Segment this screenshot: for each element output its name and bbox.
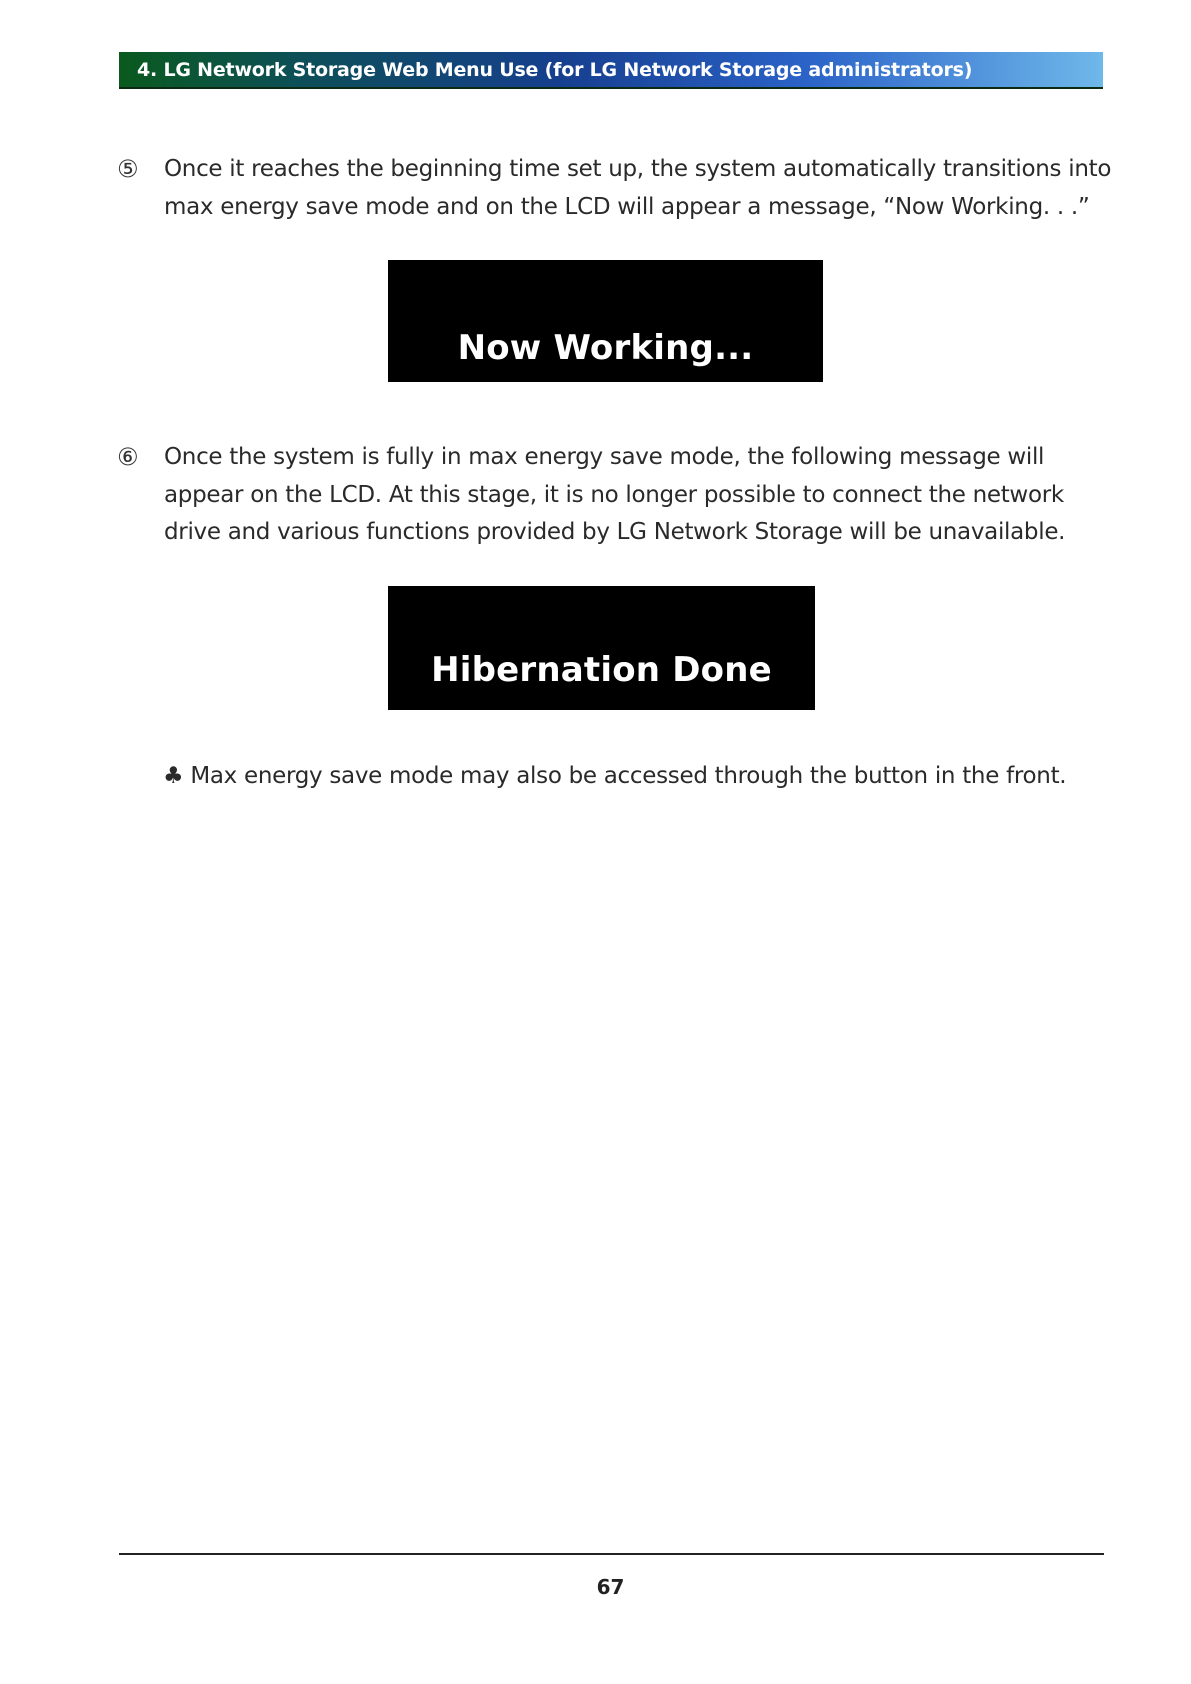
page-number: 67 <box>596 1575 625 1599</box>
note-text: ♣ Max energy save mode may also be accessed through the button in the front. <box>163 763 1067 789</box>
lcd-message: Now Working... <box>457 328 754 368</box>
lcd-message: Hibernation Done <box>431 650 772 690</box>
step-number: ⑤ <box>117 155 139 183</box>
step-text: Once the system is fully in max energy save mode, the following message will appear on the LCD. At this stage, it is no longer possible to connect the network drive and various functions provided by LG Network Storage will be unavailable. <box>164 444 1066 545</box>
footer-divider <box>119 1553 1104 1555</box>
step-text: Once it reaches the beginning time set up, the system automatically transitions into max energy save mode and on the LCD will appear a message, “Now Working. . .” <box>164 156 1112 220</box>
section-title: 4. LG Network Storage Web Menu Use (for LG Network Storage administrators) <box>137 59 973 81</box>
lcd-display-now-working <box>388 260 823 382</box>
step-number: ⑥ <box>117 443 139 471</box>
lcd-display-hibernation-done <box>388 586 815 710</box>
section-header-bar <box>119 52 1103 89</box>
